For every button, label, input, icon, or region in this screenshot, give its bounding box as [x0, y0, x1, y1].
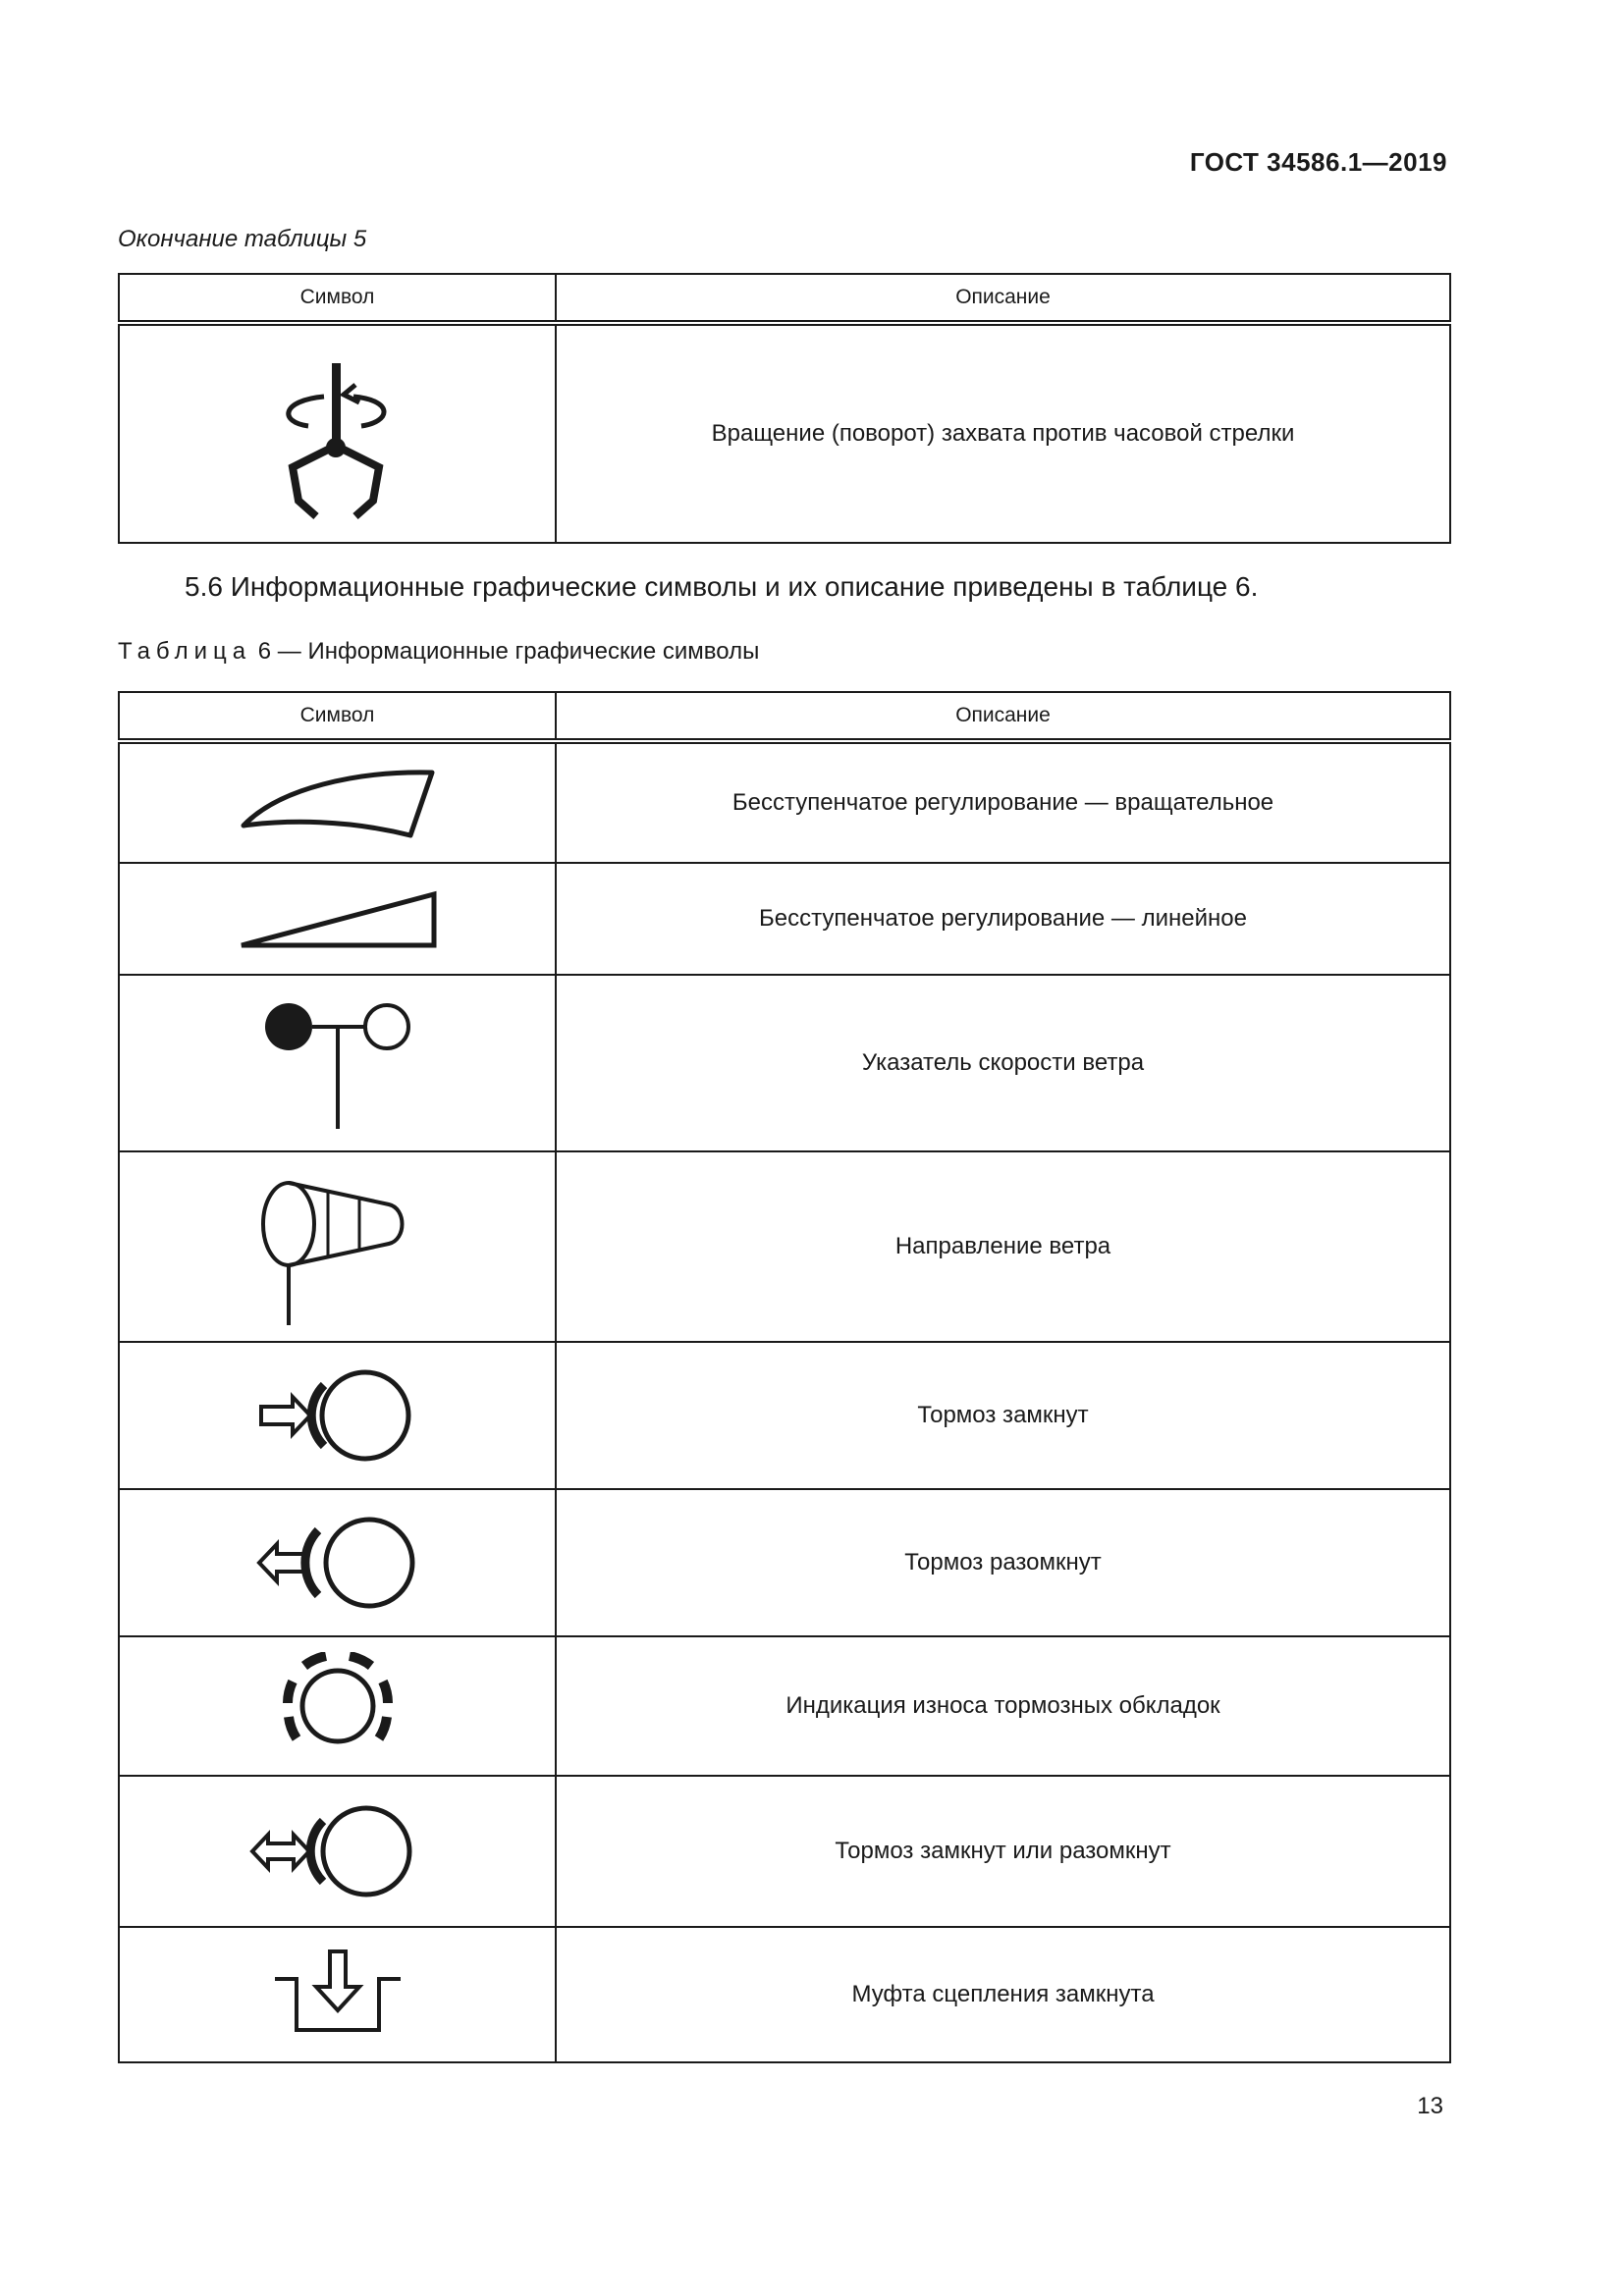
table-row: [119, 1342, 1450, 1489]
document-code: ГОСТ 34586.1—2019: [1189, 147, 1447, 177]
table-row: [119, 863, 1450, 975]
clutch-engaged-icon: [269, 1946, 406, 2044]
paragraph-5-6: 5.6 Информационные графические символы и их описание приведены в таблице 6.: [185, 571, 1259, 602]
column-header-symbol: Символ: [119, 692, 556, 741]
table-row: [119, 1776, 1450, 1927]
symbol-cell: [119, 741, 556, 863]
table-row: [119, 1636, 1450, 1776]
symbol-cell: [119, 1342, 556, 1489]
description-cell: Вращение (поворот) захвата против часовой стрелки: [556, 323, 1450, 543]
brake-closed-or-open-icon: [244, 1797, 431, 1905]
description-cell: Муфта сцепления замкнута: [556, 1927, 1450, 2062]
table-row: [119, 1489, 1450, 1636]
description-cell: Тормоз замкнут или разомкнут: [556, 1776, 1450, 1927]
table-row: [119, 1151, 1450, 1342]
symbol-cell: [119, 1927, 556, 2062]
symbol-cell: [119, 975, 556, 1151]
table-header-row: [119, 274, 1450, 323]
table-6: [118, 691, 1451, 2063]
grab-rotate-ccw-icon: [259, 336, 416, 532]
brake-closed-icon: [249, 1362, 426, 1469]
stepless-rotary-icon: [230, 759, 446, 847]
brake-pad-wear-icon: [269, 1652, 406, 1760]
description-cell: Тормоз разомкнут: [556, 1489, 1450, 1636]
symbol-cell: [119, 1151, 556, 1342]
table6-caption-label: Таблица: [118, 638, 252, 665]
description-cell: Бесступенчатое регулирование — вращательное: [556, 741, 1450, 863]
table-row: [119, 741, 1450, 863]
table6-caption: [118, 638, 759, 666]
table-row: [119, 323, 1450, 543]
table5-caption: Окончание таблицы 5: [118, 226, 367, 252]
description-cell: Направление ветра: [556, 1151, 1450, 1342]
table-header-row: [119, 692, 1450, 741]
table6-caption-text: 6 — Информационные графические символы: [251, 638, 760, 665]
brake-open-icon: [249, 1509, 426, 1617]
column-header-description: Описание: [556, 692, 1450, 741]
wind-direction-icon: [249, 1163, 426, 1330]
symbol-cell: [119, 863, 556, 975]
table-row: [119, 1927, 1450, 2062]
symbol-cell: [119, 1636, 556, 1776]
symbol-cell: [119, 323, 556, 543]
description-cell: Тормоз замкнут: [556, 1342, 1450, 1489]
description-cell: Указатель скорости ветра: [556, 975, 1450, 1151]
table-5: [118, 273, 1451, 544]
column-header-symbol: Символ: [119, 274, 556, 323]
symbol-cell: [119, 1776, 556, 1927]
symbol-cell: [119, 1489, 556, 1636]
table-row: [119, 975, 1450, 1151]
description-cell: Бесступенчатое регулирование — линейное: [556, 863, 1450, 975]
column-header-description: Описание: [556, 274, 1450, 323]
page-number: 13: [1417, 2093, 1443, 2119]
description-cell: Индикация износа тормозных обкладок: [556, 1636, 1450, 1776]
wind-speed-indicator-icon: [249, 989, 426, 1137]
stepless-linear-icon: [230, 884, 446, 953]
